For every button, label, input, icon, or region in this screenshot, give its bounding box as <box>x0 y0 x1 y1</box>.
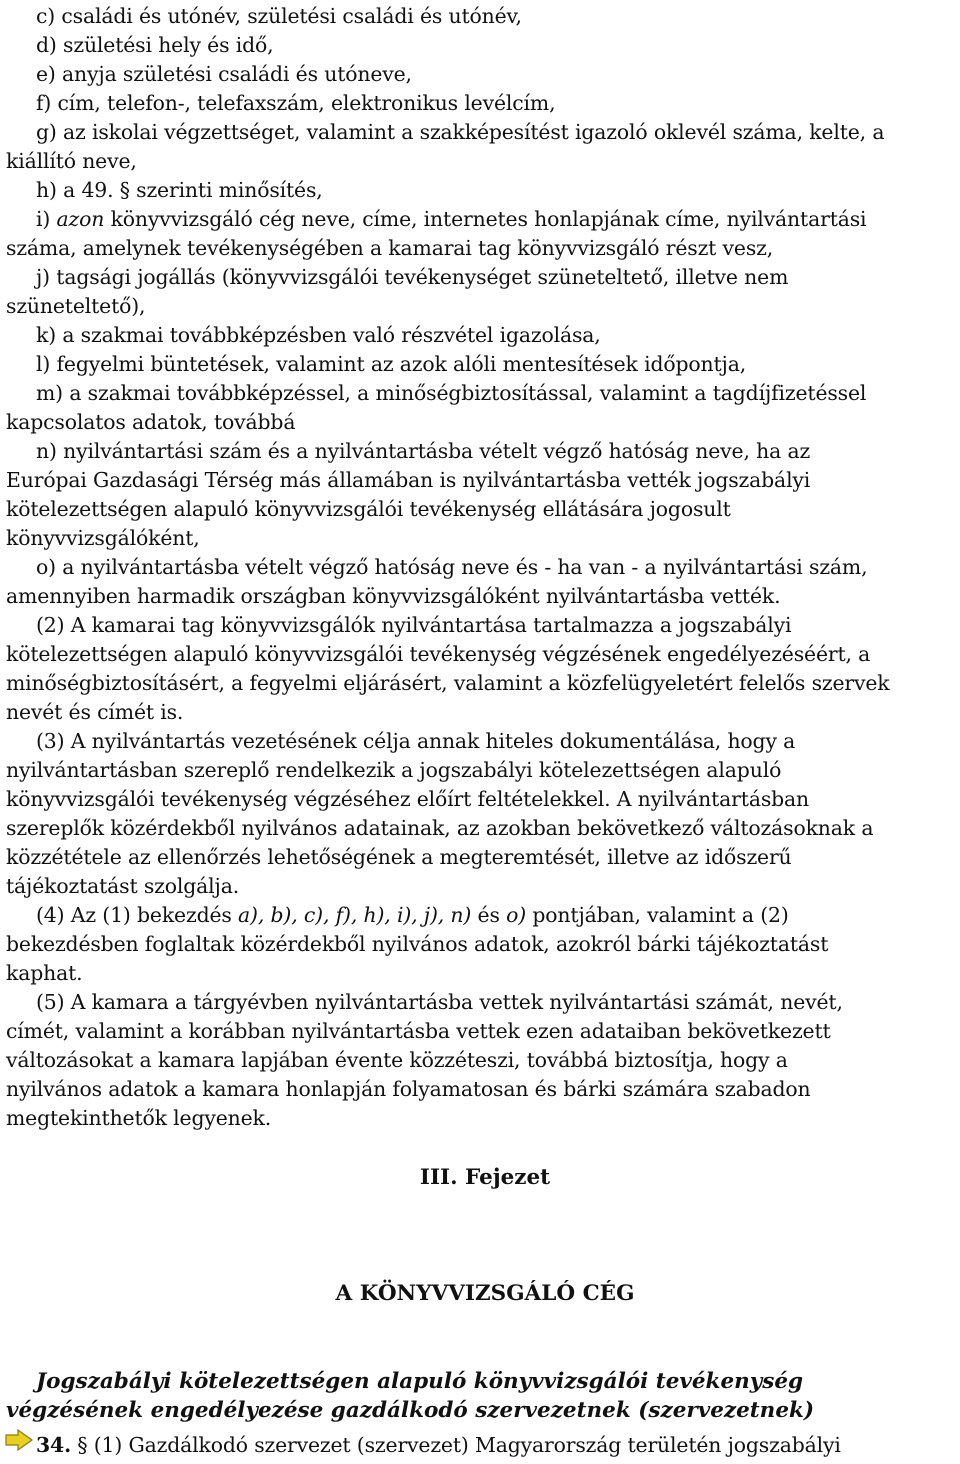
line-text: kötelezettségen alapuló könyvvizsgálói tevékenység végzésének engedélyezéséért, a <box>6 642 871 666</box>
text-line <box>36 2 522 31</box>
text-line <box>6 1075 811 1104</box>
line-text: k) a szakmai továbbképzésben való részvétel igazolása, <box>36 323 601 347</box>
chapter-number: III. Fejezet <box>419 1165 551 1190</box>
line-text: kiállító neve, <box>6 149 137 173</box>
text-line <box>36 379 866 408</box>
text-line <box>6 785 809 814</box>
paragraph-text: § (1) Gazdálkodó szervezet (szervezet) Magyarország területén jogszabályi <box>71 1433 841 1457</box>
text-line <box>36 60 412 89</box>
line-text: n) nyilvántartási szám és a nyilvántartásba vételt végző hatóság neve, ha az <box>36 439 811 463</box>
italic-text: o) <box>506 903 527 927</box>
text-line <box>6 524 200 553</box>
line-text: tájékoztatást szolgálja. <box>6 874 240 898</box>
text-line <box>6 1104 271 1133</box>
line-text: i) <box>36 207 57 231</box>
text-line <box>36 176 323 205</box>
text-line <box>6 1046 788 1075</box>
paragraph-34-first-line <box>36 1431 841 1460</box>
text-line <box>6 872 239 901</box>
section-subtitle-line-2: végzésének engedélyezése gazdálkodó szervezetnek (szervezetnek) <box>6 1398 815 1423</box>
line-text: m) a szakmai továbbképzéssel, a minőségbiztosítással, valamint a tagdíjfizetéssel <box>36 381 867 405</box>
line-text: (5) A kamara a tárgyévben nyilvántartásba vettek nyilvántartási számát, nevét, <box>36 990 843 1014</box>
line-text: változásokat a kamara lapjában évente közzéteszi, továbbá biztosítja, hogy a <box>6 1048 788 1072</box>
chapter-title: A KÖNYVVIZSGÁLÓ CÉG <box>335 1281 635 1306</box>
line-text: Európai Gazdasági Térség más államában is nyilvántartásba vették jogszabályi <box>6 468 811 492</box>
text-line <box>36 89 555 118</box>
text-line <box>6 640 870 669</box>
text-line <box>6 147 137 176</box>
line-text: megtekinthetők legyenek. <box>6 1106 272 1130</box>
text-line <box>36 350 746 379</box>
line-text: (2) A kamarai tag könyvvizsgálók nyilvántartása tartalmazza a jogszabályi <box>36 613 792 637</box>
paragraph-number: 34. <box>36 1433 72 1457</box>
line-text: (3) A nyilvántartás vezetésének célja annak hiteles dokumentálása, hogy a <box>36 729 796 753</box>
line-text: szüneteltető), <box>6 294 146 318</box>
line-text: c) családi és utónév, születési családi és utónév, <box>36 4 522 28</box>
line-text: kapcsolatos adatok, továbbá <box>6 410 296 434</box>
line-text: l) fegyelmi büntetések, valamint az azok alóli mentesítések időpontja, <box>36 352 747 376</box>
line-text: száma, amelynek tevékenységében a kamarai tag könyvvizsgáló részt vesz, <box>6 236 774 260</box>
line-text: címét, valamint a korábban nyilvántartásba vettek ezen adataiban bekövetkezett <box>6 1019 831 1043</box>
section-subtitle-line-1: Jogszabályi kötelezettségen alapuló könyvvizsgálói tevékenység <box>36 1369 804 1394</box>
text-line <box>6 495 731 524</box>
text-line <box>36 553 867 582</box>
text-line <box>36 727 795 756</box>
line-text: nyilvános adatok a kamara honlapján folyamatosan és bárki számára szabadon <box>6 1077 811 1101</box>
line-text: szereplők közérdekből nyilvános adatainak, az azokban bekövetkező változásoknak a <box>6 816 874 840</box>
text-line <box>6 930 828 959</box>
line-text: (4) Az (1) bekezdés <box>36 903 239 927</box>
text-line <box>36 205 866 234</box>
line-text: j) tagsági jogállás (könyvvizsgálói tevékenységet szüneteltető, illetve nem <box>36 265 789 289</box>
line-text: e) anyja születési családi és utóneve, <box>36 62 412 86</box>
text-line <box>6 814 873 843</box>
italic-text: a), b), c), f), h), i), j), n) <box>238 903 472 927</box>
line-text: d) születési hely és idő, <box>36 33 274 57</box>
text-line <box>36 263 788 292</box>
right-arrow-icon[interactable] <box>4 1428 34 1452</box>
line-text: o) a nyilvántartásba vételt végző hatóság neve és - ha van - a nyilvántartási szám, <box>36 555 868 579</box>
line-text: könyvvizsgáló cég neve, címe, internetes honlapjának címe, nyilvántartási <box>104 207 867 231</box>
line-text: pontjában, valamint a (2) <box>526 903 789 927</box>
text-line <box>36 901 789 930</box>
text-line <box>36 118 884 147</box>
text-line <box>36 437 810 466</box>
line-text: kaphat. <box>6 961 83 985</box>
line-text: közzététele az ellenőrzés lehetőségének a megteremtését, illetve az időszerű <box>6 845 792 869</box>
line-text: minőségbiztosításért, a fegyelmi eljárásért, valamint a közfelügyeletért felelős szervek <box>6 671 890 695</box>
line-text: amennyiben harmadik országban könyvvizsgálóként nyilvántartásba vették. <box>6 584 781 608</box>
text-line <box>6 669 890 698</box>
text-line <box>36 988 843 1017</box>
line-text: h) a 49. § szerinti minősítés, <box>36 178 323 202</box>
text-line <box>36 611 791 640</box>
italic-text: azon <box>56 207 105 231</box>
text-line <box>6 234 773 263</box>
text-line <box>36 321 601 350</box>
line-text: f) cím, telefon-, telefaxszám, elektronikus levélcím, <box>36 91 556 115</box>
text-line <box>6 698 183 727</box>
text-line <box>6 756 781 785</box>
line-text: könyvvizsgálóként, <box>6 526 200 550</box>
line-text: nevét és címét is. <box>6 700 184 724</box>
text-line <box>6 292 145 321</box>
line-text: g) az iskolai végzettséget, valamint a szakképesítést igazoló oklevél száma, kelte, a <box>36 120 885 144</box>
line-text: és <box>471 903 507 927</box>
text-line <box>6 466 810 495</box>
line-text: nyilvántartásban szereplő rendelkezik a jogszabályi kötelezettségen alapuló <box>6 758 782 782</box>
text-line <box>6 1017 831 1046</box>
text-line <box>36 31 273 60</box>
text-line <box>6 843 792 872</box>
line-text: könyvvizsgálói tevékenység végzéséhez előírt feltételekkel. A nyilvántartásban <box>6 787 810 811</box>
text-line <box>6 582 780 611</box>
line-text: kötelezettségen alapuló könyvvizsgálói tevékenység ellátására jogosult <box>6 497 731 521</box>
line-text: bekezdésben foglaltak közérdekből nyilvános adatok, azokról bárki tájékoztatást <box>6 932 829 956</box>
text-line <box>6 959 82 988</box>
text-line <box>6 408 295 437</box>
